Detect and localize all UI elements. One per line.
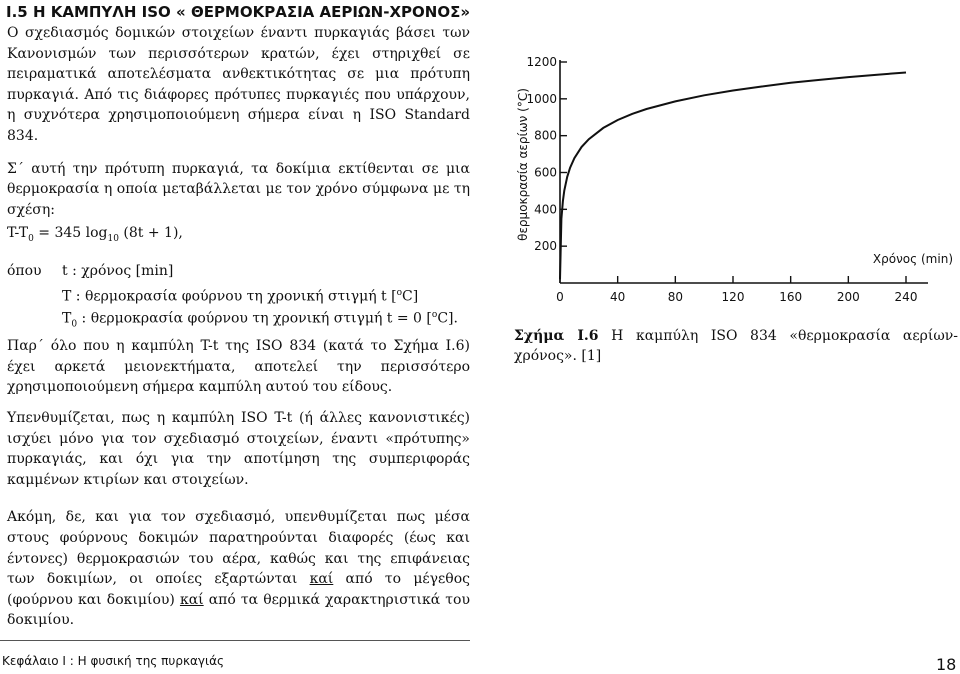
var-row-T [0,282,470,304]
y-axis-label: θερμοκρασία αερίων (°C) [516,88,530,241]
caption-text: Η καμπύλη ISO 834 «θερμοκρασία αερίων-χρόνος». [1] [514,328,959,364]
var-T-definition: T : θερμοκρασία φούρνου τη χρονική στιγμή t [$^o$C] [62,288,419,305]
paragraph-2: Σ΄ αυτή την πρότυπη πυρκαγιά, τα δοκίμια εκτίθενται σε μια θερμοκρασία η οποία μεταβάλλεται με τον χρόνο σύμφωνα με τη σχέση: [7,160,470,218]
x-tick-label: 200 [836,290,860,304]
var-row-T0 [0,304,470,330]
iso834-figure [513,52,959,324]
formula-rhs: (8t + 1), [118,225,183,242]
paragraph-3: Παρ΄ όλο που η καμπύλη T-t της ISO 834 (κατά το Σχήμα I.6) έχει αρκετά μειονεκτήματα, αποτελεί την περισσότερο χρησιμοποιούμενη σήμερα καμπύλη αυτού του είδους. [7,338,470,396]
figure-caption [514,326,958,366]
x-tick-label: 80 [667,290,683,304]
x-tick-label: 120 [721,290,745,304]
x-tick-label: 40 [610,290,626,304]
main-text-column [0,2,470,406]
formula-sub10: 10 [107,234,119,245]
footer-chapter: Κεφάλαιο I : Η φυσική της πυρκαγιάς [2,654,225,668]
formula-sub0: 0 [28,234,34,245]
formula-eq: = 345 log [33,225,108,242]
var-row-t [0,260,470,282]
y-tick-label: 400 [534,202,557,217]
formula [7,222,470,250]
series-line [560,73,906,280]
caption-label: Σχήμα I.6 [514,328,599,344]
underlined-kai-2: καί [179,591,204,608]
y-tick-label: 600 [534,165,557,180]
underlined-kai-1: καί [309,571,334,588]
paragraph-5: Ακόμη, δε, και για τον σχεδιασμό, υπενθυμίζεται πως μέσα στους φούρνους δοκιμών παρατηρούνται διαφορές (έως και έντονες) θερμοκρασιών του αέρα, καθώς και της επιφάνειας των δοκιμίων, οι οποίες εξαρτώνται καί από το μέγεθος (φούρνου και δοκιμίου) καί από τα θερμικά χαρακτηριστικά του δοκιμίου. [7,509,470,629]
paragraph-1: Ο σχεδιασμός δομικών στοιχείων έναντι πυρκαγιάς βάσει των Κανονισμών των περισσότερων κρατών, έχει στηριχθεί σε πειραματικά αποτελέσματα ανθεκτικότητας σε μια πρότυπη πυρκαγιά. Από τις διάφορες πρότυπες πυρκαγιές που υπάρχουν, η συχνότερα χρησιμοποιούμενη σήμερα είναι η ISO Standard 834. [7,25,470,144]
var-t-definition: t : χρόνος [min] [62,263,174,280]
y-tick-label: 1200 [526,55,557,69]
x-tick-label: 240 [894,290,918,304]
iso834-chart [513,52,959,324]
section-heading: I.5 Η ΚΑΜΠΥΛΗ ISO « ΘΕΡΜΟΚΡΑΣΙΑ ΑΕΡΙΩΝ-ΧΡΟΝΟΣ» [6,3,471,21]
formula-lhs: T-T [7,225,29,242]
paragraph-4: Υπενθυμίζεται, πως η καμπύλη ISO T-t (ή άλλες κανονιστικές) ισχύει μόνο για τον σχεδιασμό στοιχείων, έναντι «πρότυπης» πυρκαγιάς, και όχι για την αποτίμηση της συμπεριφοράς καμμένων κτιρίων και στοιχείων. [7,410,470,488]
page-number: 18 [936,655,957,674]
y-tick-label: 1000 [526,91,557,106]
y-tick-label: 200 [534,239,557,254]
x-tick-label: 160 [779,290,803,304]
var-T0-definition: $T_0$ : θερμοκρασία φούρνου τη χρονική στιγμή t = 0 [$^o$C]. [62,310,458,330]
footer-divider [0,640,470,641]
where-label: όπου [7,263,42,280]
x-axis-label: Χρόνος (min) [872,252,953,266]
y-tick-label: 800 [534,128,557,143]
x-tick-label: 0 [556,290,564,304]
lower-text [0,408,470,639]
